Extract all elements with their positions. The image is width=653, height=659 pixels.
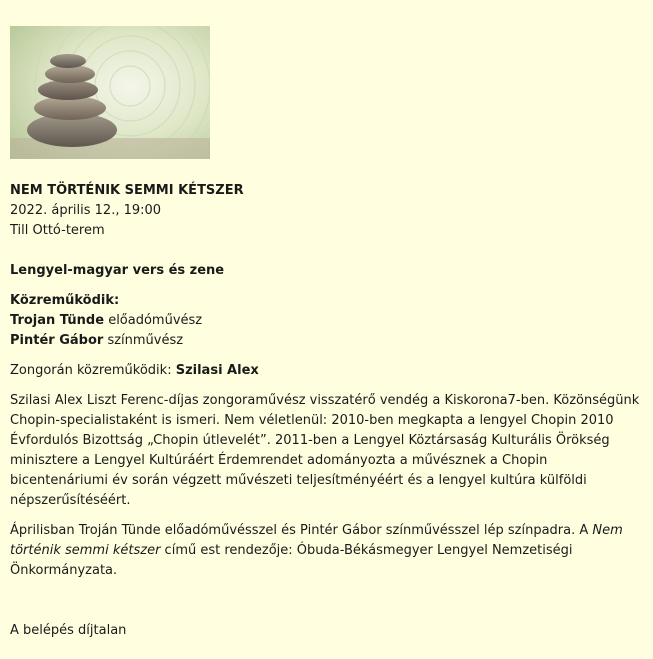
event-subtitle: Lengyel-magyar vers és zene bbox=[10, 263, 225, 278]
event-datetime: 2022. április 12., 19:00 bbox=[10, 203, 162, 218]
contributor-row bbox=[10, 331, 646, 351]
contributor-name: Trojan Tünde bbox=[10, 313, 105, 328]
piano-prefix: Zongorán közreműködik: bbox=[10, 363, 176, 378]
bio-paragraph: Szilasi Alex Liszt Ferenc-díjas zongoraművész visszatérő vendég a Kiskorona7-ben. Közönségünk Chopin-specialistaként is ismeri. Nem véletlenül: 2010-ben megkapta a lengyel Chopin 2010 Évfordulós Bizottság „Chopin útlevelét”. 2011-ben a Lengyel Köztársaság Kulturális Örökség minisztere a Lengyel Kultúráért Érdemrendet adományozta a művésznek a Chopin bicentenáriumi év során végzett művészeti teljesítményéért és a lengyel kultúra külföldi népszerűsítéséért. bbox=[10, 393, 640, 508]
paragraph-text: Áprilisban Troján Tünde előadóművésszel és Pintér Gábor színművésszel lép színpadra. A bbox=[10, 523, 593, 538]
paragraph-text: című est rendezője: Óbuda-Békásmegyer Lengyel Nemzetiségi Önkormányzata. bbox=[10, 543, 573, 578]
piano-line bbox=[10, 361, 646, 381]
event-title-italic: Nem történik semmi kétszer bbox=[10, 523, 623, 558]
contributors-heading: Közreműködik: bbox=[10, 293, 120, 308]
stacked-stones-photo bbox=[10, 26, 210, 159]
contributor-role: színművész bbox=[103, 333, 184, 348]
event-paragraph bbox=[10, 521, 646, 581]
event-title: NEM TÖRTÉNIK SEMMI KÉTSZER bbox=[10, 183, 244, 198]
piano-name: Szilasi Alex bbox=[175, 363, 259, 378]
entry-note: A belépés díjtalan bbox=[10, 623, 127, 638]
contributor-role: előadóművész bbox=[104, 313, 203, 328]
contributor-name: Pintér Gábor bbox=[10, 333, 104, 348]
event-venue: Till Ottó-terem bbox=[10, 223, 105, 238]
contributors-block bbox=[10, 291, 646, 351]
event-article bbox=[10, 26, 646, 641]
contributor-row bbox=[10, 311, 646, 331]
